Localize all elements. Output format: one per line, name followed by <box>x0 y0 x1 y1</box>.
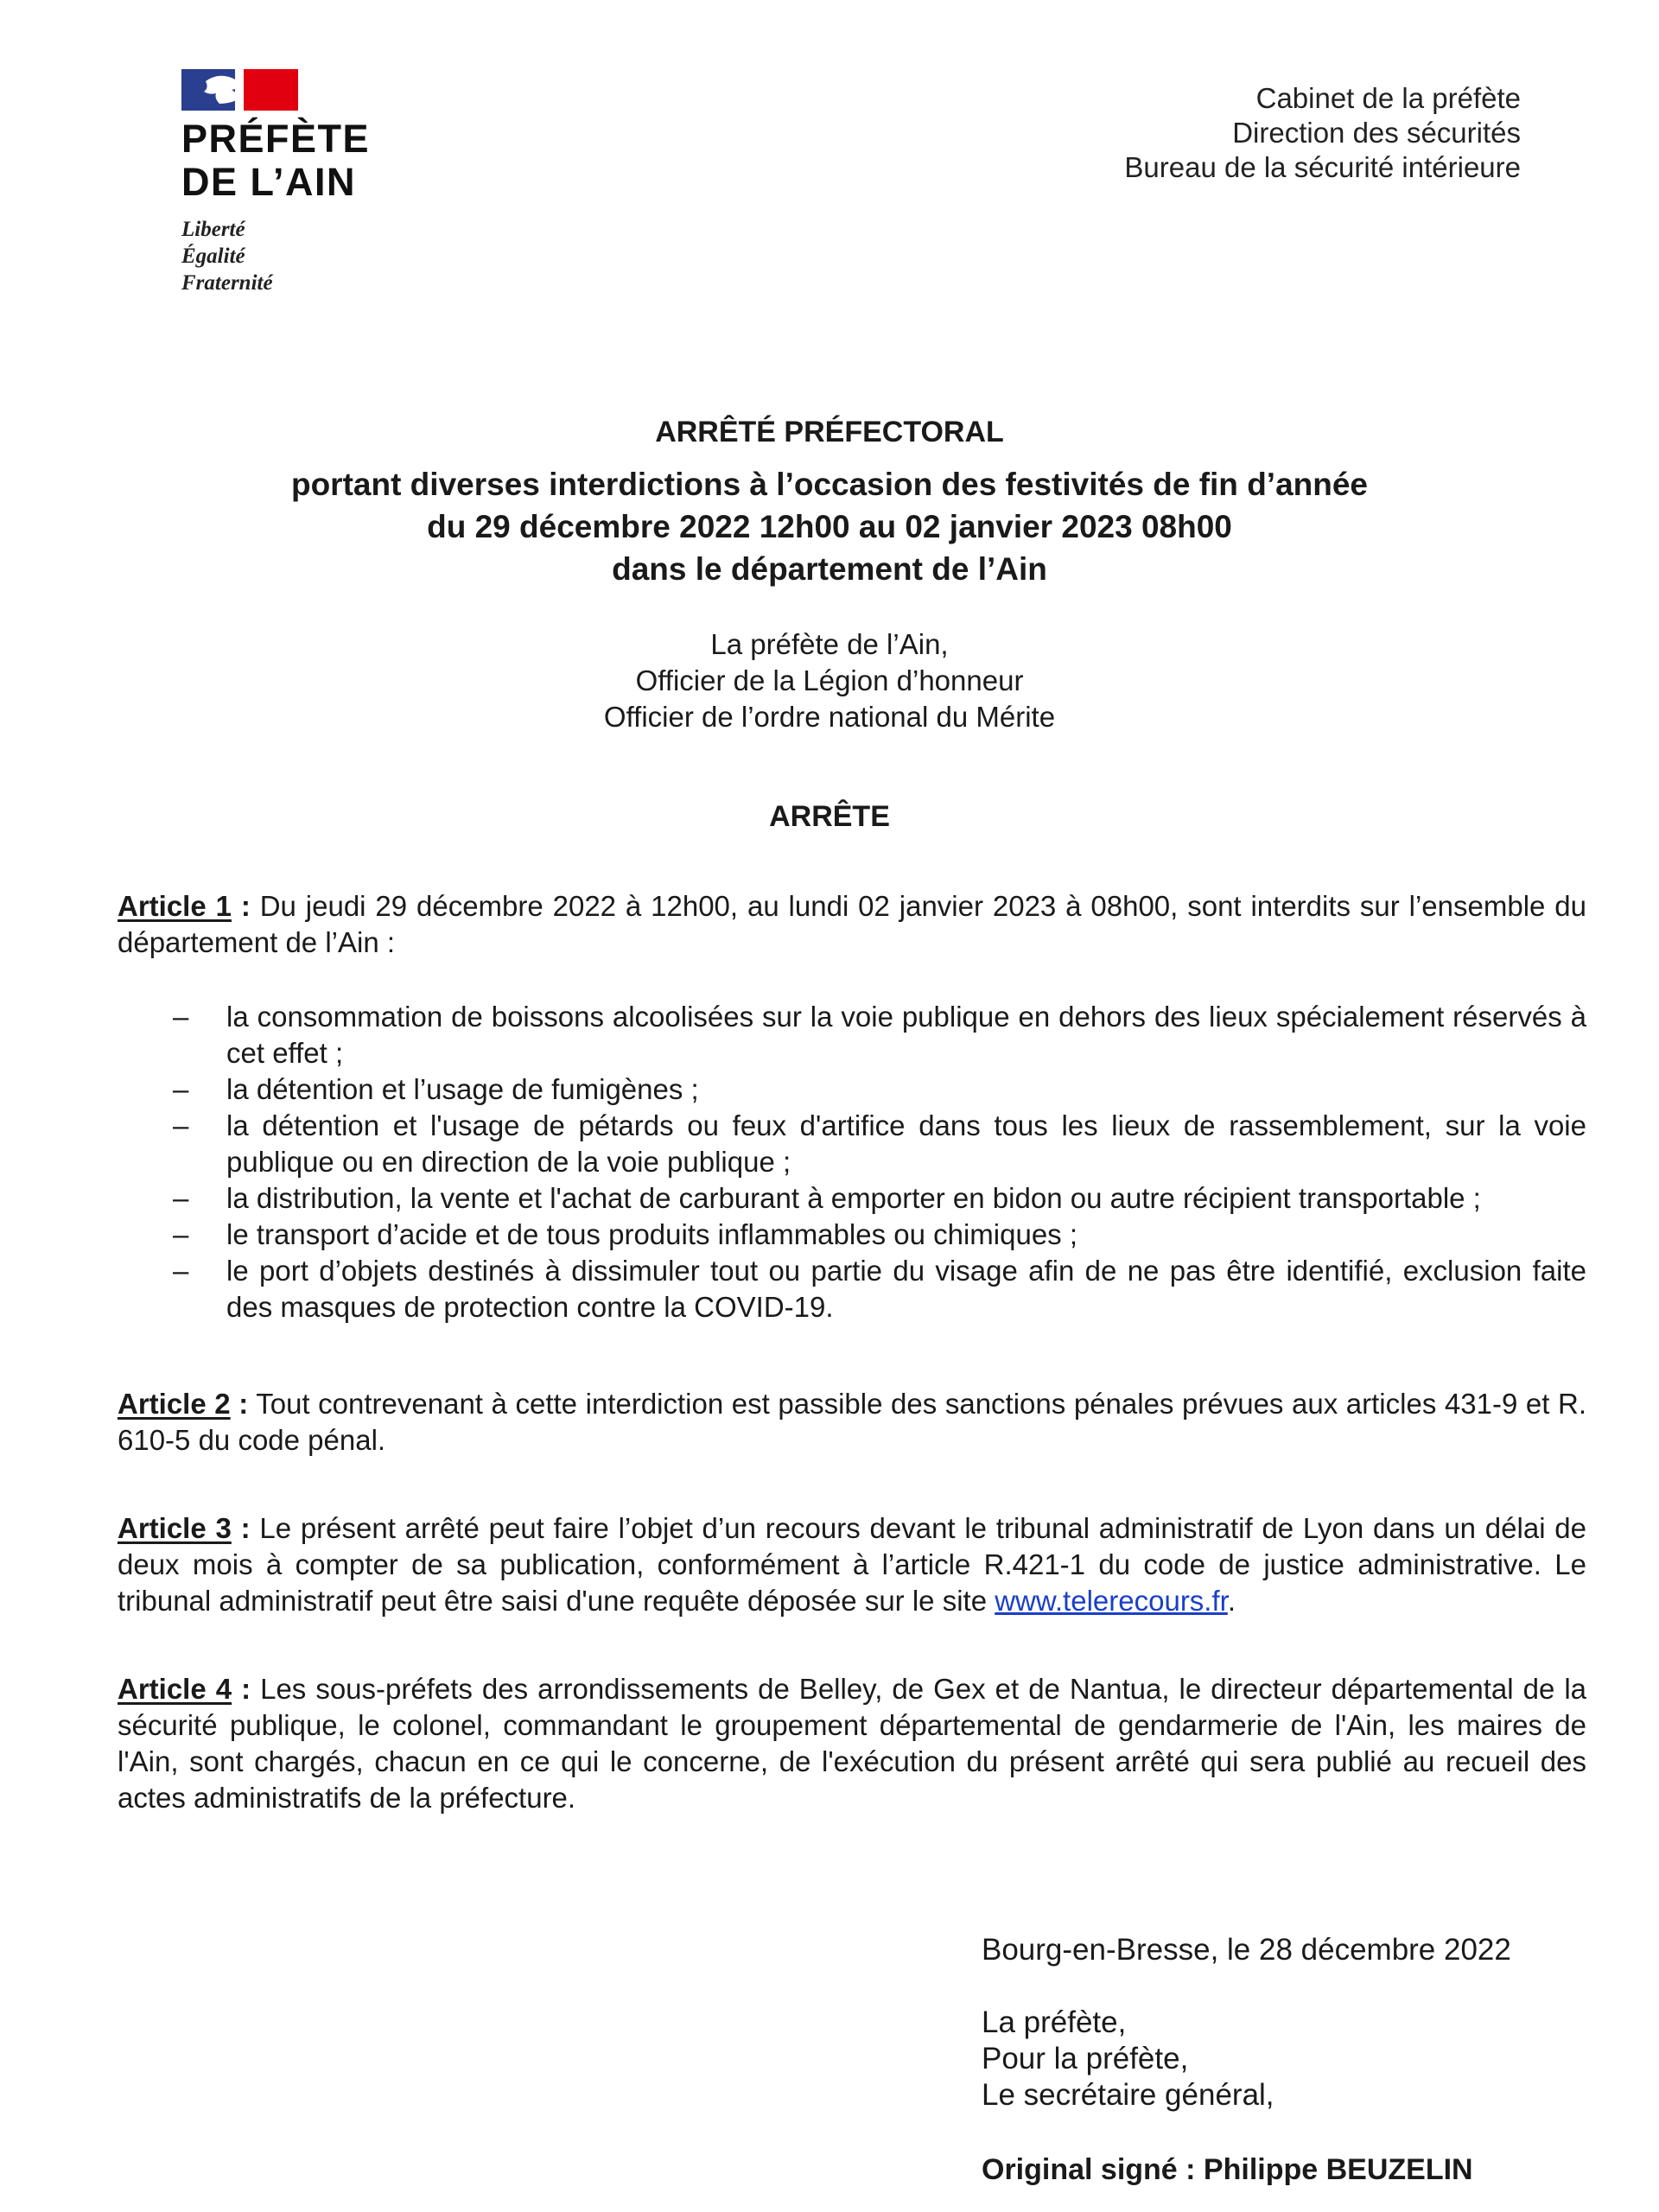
article-3-colon: : <box>231 1512 251 1544</box>
list-item-text: le transport d’acide et de tous produits inflammables ou chimiques ; <box>226 1218 1078 1250</box>
list-item <box>118 999 1586 1071</box>
list-item-text: la détention et l'usage de pétards ou feux d'artifice dans tous les lieux de rassemblement, sur la voie publique ou en direction de la voie publique ; <box>226 1109 1586 1178</box>
motto-liberte: Liberté <box>181 218 245 241</box>
subject-line-1: portant diverses interdictions à l’occasion des festivités de fin d’année <box>290 467 1369 502</box>
subject-line-3: dans le département de l’Ain <box>612 551 1047 587</box>
signatory-line-1: La préfète, <box>982 2005 1127 2039</box>
list-dash: – <box>173 1073 189 1105</box>
article-3-label: Article 3 <box>118 1512 232 1544</box>
article-4-colon: : <box>232 1673 251 1705</box>
list-item <box>118 1217 1586 1253</box>
subject-line-2: du 29 décembre 2022 12h00 au 02 janvier 2023 08h00 <box>427 509 1232 544</box>
article-1-colon: : <box>231 890 251 922</box>
list-item-text: le port d’objets destinés à dissimuler tout ou partie du visage afin de ne pas être identifié, exclusion faite des masques de protection contre la COVID-19. <box>226 1255 1586 1323</box>
logo-line-2: DE L’AIN <box>181 160 357 204</box>
list-item <box>118 1180 1586 1217</box>
decree-title: ARRÊTÉ PRÉFECTORAL <box>655 416 1004 448</box>
list-dash: – <box>173 1182 189 1214</box>
list-dash: – <box>173 1255 189 1287</box>
article-1-text: Du jeudi 29 décembre 2022 à 12h00, au lundi 02 janvier 2023 à 08h00, sont interdits sur l’ensemble du département de l’Ain : <box>118 890 1586 958</box>
list-item <box>118 1108 1586 1180</box>
list-item-text: la consommation de boissons alcoolisées sur la voie publique en dehors des lieux spécialement réservés à cet effet ; <box>226 1001 1586 1069</box>
article-3-end: . <box>1227 1585 1236 1617</box>
flag-red-block <box>244 69 298 111</box>
decree-subject <box>0 463 1659 590</box>
logo-title <box>181 118 441 204</box>
list-item <box>118 1071 1586 1108</box>
article-2-colon: : <box>230 1388 249 1420</box>
prohibitions-list <box>118 999 1586 1325</box>
article-4 <box>118 1671 1586 1816</box>
marianne-emblem <box>181 69 298 111</box>
issuing-authority <box>0 626 1659 735</box>
marianne-profile-icon <box>197 69 249 111</box>
signatory-line-2: Pour la préfète, <box>982 2042 1189 2075</box>
signatory-titles <box>982 2005 1511 2113</box>
org-line-direction: Direction des sécurités <box>1232 117 1521 149</box>
article-3-text: Le présent arrêté peut faire l’objet d’un recours devant le tribunal administratif de Lyon dans un délai de deux mois à compter de sa publication, conformément à l’article R.421-1 du code de justice administrative. Le tribunal administratif peut être saisi d'une requête déposée sur le site <box>118 1512 1586 1617</box>
signatory-name: Original signé : Philippe BEUZELIN <box>982 2153 1473 2186</box>
list-dash: – <box>173 1001 189 1033</box>
article-4-text: Les sous-préfets des arrondissements de Belley, de Gex et de Nantua, le directeur départemental de la sécurité publique, le colonel, commandant le groupement départemental de gendarmerie de l'Ain, les maires de l'Ain, sont chargés, chacun en ce qui le concerne, de l'exécution du présent arrêté qui sera publié au recueil des actes administratifs de la préfecture. <box>118 1673 1586 1814</box>
article-4-label: Article 4 <box>118 1673 232 1705</box>
list-item-text: la détention et l’usage de fumigènes ; <box>226 1073 699 1105</box>
signatory-line-3: Le secrétaire général, <box>982 2078 1274 2112</box>
motto-fraternite: Fraternité <box>181 271 273 295</box>
issuing-office <box>1124 81 1521 185</box>
article-2-label: Article 2 <box>118 1388 231 1420</box>
article-2 <box>118 1386 1586 1459</box>
article-3 <box>118 1510 1586 1619</box>
republic-motto <box>181 216 441 296</box>
list-dash: – <box>173 1109 189 1141</box>
org-line-bureau: Bureau de la sécurité intérieure <box>1124 151 1521 183</box>
authority-line-3: Officier de l’ordre national du Mérite <box>603 701 1056 733</box>
authority-line-1: La préfète de l’Ain, <box>710 628 949 660</box>
decree-word: ARRÊTE <box>769 800 890 833</box>
org-line-cabinet: Cabinet de la préfète <box>1255 82 1521 114</box>
article-1-label: Article 1 <box>118 890 232 922</box>
motto-egalite: Égalité <box>181 245 245 268</box>
article-1 <box>118 888 1586 961</box>
decree-body <box>118 888 1586 1816</box>
place-date: Bourg-en-Bresse, le 28 décembre 2022 <box>982 1933 1511 1967</box>
decree-heading <box>0 413 1659 836</box>
authority-line-2: Officier de la Légion d’honneur <box>635 664 1024 696</box>
list-dash: – <box>173 1218 189 1250</box>
telerecours-link[interactable]: www.telerecours.fr <box>995 1585 1228 1617</box>
signature-block <box>982 1932 1511 2188</box>
list-item <box>118 1253 1586 1325</box>
article-2-text: Tout contrevenant à cette interdiction est passible des sanctions pénales prévues aux articles 431-9 et R. 610-5 du code pénal. <box>118 1388 1586 1456</box>
list-item-text: la distribution, la vente et l'achat de carburant à emporter en bidon ou autre récipient transportable ; <box>226 1182 1481 1214</box>
prefecture-logo <box>181 69 441 296</box>
logo-line-1: PRÉFÈTE <box>181 117 371 161</box>
